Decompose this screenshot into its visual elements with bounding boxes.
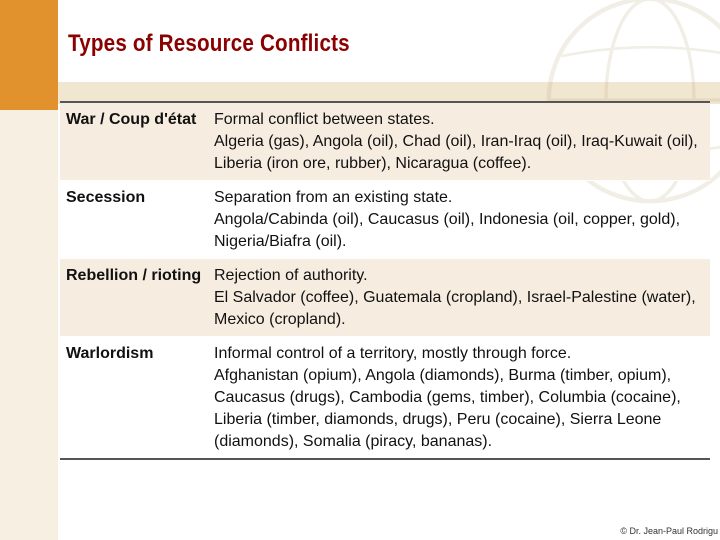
conflict-type-cell: Rebellion / rioting [60, 259, 208, 337]
table-row [60, 337, 710, 460]
conflict-examples: El Salvador (coffee), Guatemala (cropland), Israel-Palestine (water), Mexico (cropland). [214, 289, 696, 328]
conflict-description-cell [208, 102, 710, 181]
conflict-type-cell: War / Coup d'état [60, 102, 208, 181]
conflict-description-cell [208, 259, 710, 337]
conflict-description-cell [208, 181, 710, 259]
table-row [60, 181, 710, 259]
conflict-definition: Informal control of a territory, mostly through force. [214, 345, 572, 362]
conflict-type-cell: Secession [66, 189, 146, 206]
table-row [60, 102, 710, 181]
copyright-credit: © Dr. Jean-Paul Rodrigu [620, 526, 718, 536]
conflict-types-table [60, 101, 710, 460]
conflict-definition: Rejection of authority. [214, 267, 368, 284]
conflict-examples: Algeria (gas), Angola (oil), Chad (oil), Iran-Iraq (oil), Iraq-Kuwait (oil), Liberia (iron ore, rubber), Nicaragua (coffee). [214, 133, 698, 172]
conflict-definition: Separation from an existing state. [214, 189, 453, 206]
table-row [60, 259, 710, 337]
conflict-definition: Formal conflict between states. [214, 111, 435, 128]
left-accent-block [0, 0, 58, 110]
conflict-examples: Angola/Cabinda (oil), Caucasus (oil), Indonesia (oil, copper, gold), Nigeria/Biafra (oil). [214, 211, 681, 250]
conflict-type-cell: Warlordism [60, 337, 208, 460]
conflict-description-cell [208, 337, 710, 460]
conflict-examples: Afghanistan (opium), Angola (diamonds), Burma (timber, opium), Caucasus (drugs), Cambodia (gems, timber), Columbia (cocaine), Liberia (timber, diamonds, drugs), Peru (cocaine), Sierra Leone (diamonds), Somalia (piracy, bananas). [214, 367, 681, 450]
slide-title: Types of Resource Conflicts [68, 30, 350, 57]
